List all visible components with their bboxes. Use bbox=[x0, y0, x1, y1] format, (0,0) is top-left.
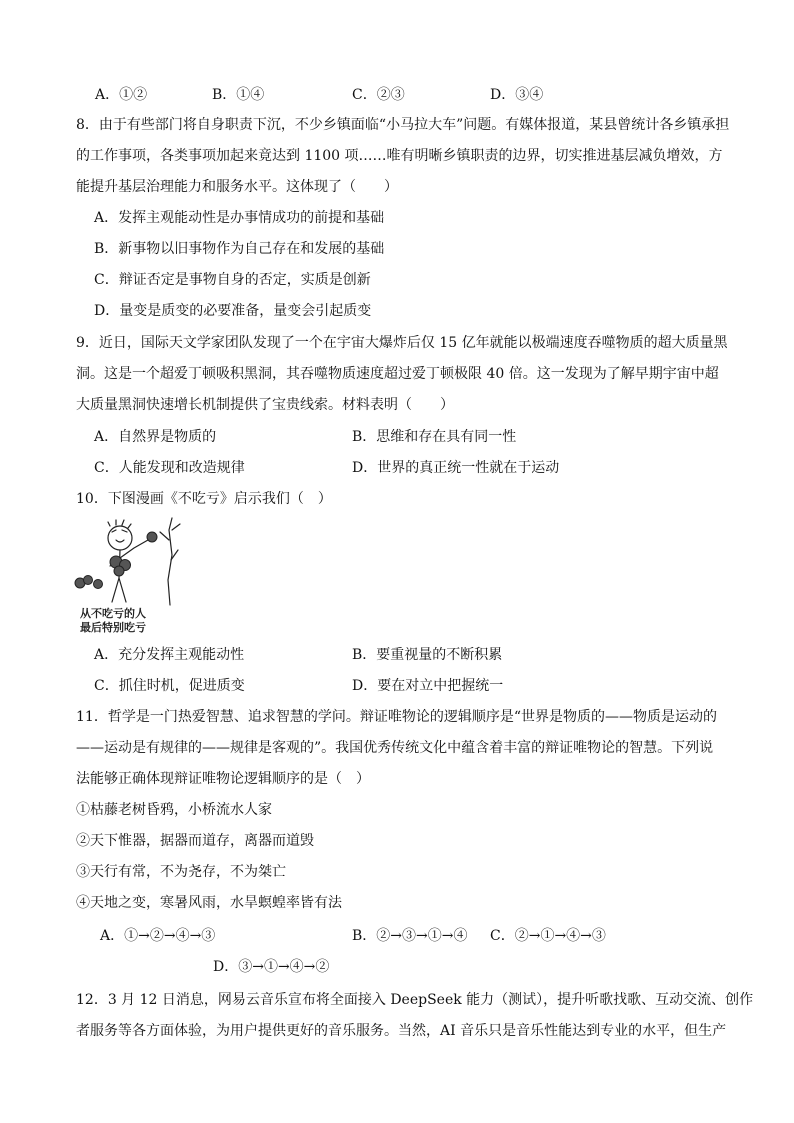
q11-stem-line-3: 法能够正确体现辩证唯物论逻辑顺序的是（ ） bbox=[76, 771, 370, 787]
q9-option-b: B．思维和存在具有同一性 bbox=[352, 429, 517, 445]
q8-option-b: B．新事物以旧事物作为自己存在和发展的基础 bbox=[94, 241, 385, 257]
q12-stem-line-2: 者服务等各方面体验，为用户提供更好的音乐服务。当然，AI 音乐只是音乐性能达到专业的水平，但生产 bbox=[76, 1023, 727, 1039]
q8-stem-line-1: 8．由于有些部门将自身职责下沉，不少乡镇面临“小马拉大车”问题。有媒体报道，某县曾统计各乡镇承担 bbox=[76, 117, 730, 133]
person-hair bbox=[108, 520, 131, 528]
q9-stem-line-3: 大质量黑洞快速增长机制提供了宝贵线索。材料表明（ ） bbox=[76, 397, 454, 413]
q11-item-4: ④天地之变，寒暑风雨，水旱螟蝗率皆有法 bbox=[76, 895, 342, 911]
person-legs bbox=[112, 578, 126, 602]
fruit-ground-3 bbox=[94, 580, 103, 589]
q8-stem-line-3: 能提升基层治理能力和服务水平。这体现了（ ） bbox=[76, 179, 398, 195]
q11-item-2: ②天下惟器，据器而道存，离器而道毁 bbox=[76, 833, 314, 849]
q9-option-c: C．人能发现和改造规律 bbox=[94, 460, 245, 476]
q10-option-b: B．要重视量的不断积累 bbox=[352, 647, 503, 663]
cartoon-caption-line-1: 从不吃亏的人 bbox=[80, 607, 146, 620]
q7-option-b: B．①④ bbox=[212, 87, 265, 103]
q7-option-a: A．①② bbox=[95, 87, 148, 103]
q8-option-c: C．辩证否定是事物自身的否定，实质是创新 bbox=[94, 272, 371, 288]
q7-option-d: D．③④ bbox=[490, 87, 544, 103]
q8-option-d: D．量变是质变的必要准备，量变会引起质变 bbox=[94, 303, 372, 319]
q9-option-d: D．世界的真正统一性就在于运动 bbox=[352, 460, 560, 476]
q7-option-c: C．②③ bbox=[352, 87, 405, 103]
q9-option-a: A．自然界是物质的 bbox=[94, 429, 217, 445]
fruit-held-3 bbox=[114, 566, 124, 576]
tree-trunk bbox=[168, 518, 172, 605]
q11-option-b: B．②→③→①→④ bbox=[352, 928, 468, 944]
cartoon-caption-line-2: 最后特别吃亏 bbox=[80, 621, 146, 634]
q10-option-a: A．充分发挥主观能动性 bbox=[94, 647, 245, 663]
q10-option-c: C．抓住时机，促进质变 bbox=[94, 678, 245, 694]
q11-item-3: ③天行有常，不为尧存，不为桀亡 bbox=[76, 864, 286, 880]
fruit-in-hand bbox=[147, 532, 157, 542]
q11-option-d: D．③→①→④→② bbox=[213, 959, 330, 975]
q8-option-a: A．发挥主观能动性是办事情成功的前提和基础 bbox=[94, 210, 385, 226]
q11-item-1: ①枯藤老树昏鸦，小桥流水人家 bbox=[76, 802, 272, 818]
q10-stem: 10．下图漫画《不吃亏》启示我们（ ） bbox=[76, 491, 332, 507]
q9-stem-line-1: 9．近日，国际天文学家团队发现了一个在宇宙大爆炸后仅 15 亿年就能以极端速度吞噬物质的超大质量黑 bbox=[76, 335, 728, 351]
q8-stem-line-2: 的工作事项，各类事项加起来竟达到 1100 项……唯有明晰乡镇职责的边界，切实推进基层减负增效，方 bbox=[76, 148, 723, 164]
q11-stem-line-1: 11．哲学是一门热爱智慧、追求智慧的学问。辩证唯物论的逻辑顺序是“世界是物质的——物质是运动的 bbox=[76, 709, 717, 725]
person-head bbox=[108, 526, 132, 550]
fruit-ground-2 bbox=[84, 576, 93, 585]
q9-stem-line-2: 洞。这是一个超爱丁顿吸积黑洞，其吞噬物质速度超过爱丁顿极限 40 倍。这一发现为了解早期宇宙中超 bbox=[76, 366, 719, 382]
q11-option-c: C．②→①→④→③ bbox=[490, 928, 606, 944]
q12-stem-line-1: 12．3 月 12 日消息，网易云音乐宣布将全面接入 DeepSeek 能力（测试），提升听歌找歌、互动交流、创作 bbox=[76, 992, 754, 1008]
q10-option-d: D．要在对立中把握统一 bbox=[352, 678, 504, 694]
q11-option-a: A．①→②→④→③ bbox=[100, 928, 216, 944]
q11-stem-line-2: ——运动是有规律的——规律是客观的”。我国优秀传统文化中蕴含着丰富的辩证唯物论的智慧。下列说 bbox=[76, 740, 714, 756]
